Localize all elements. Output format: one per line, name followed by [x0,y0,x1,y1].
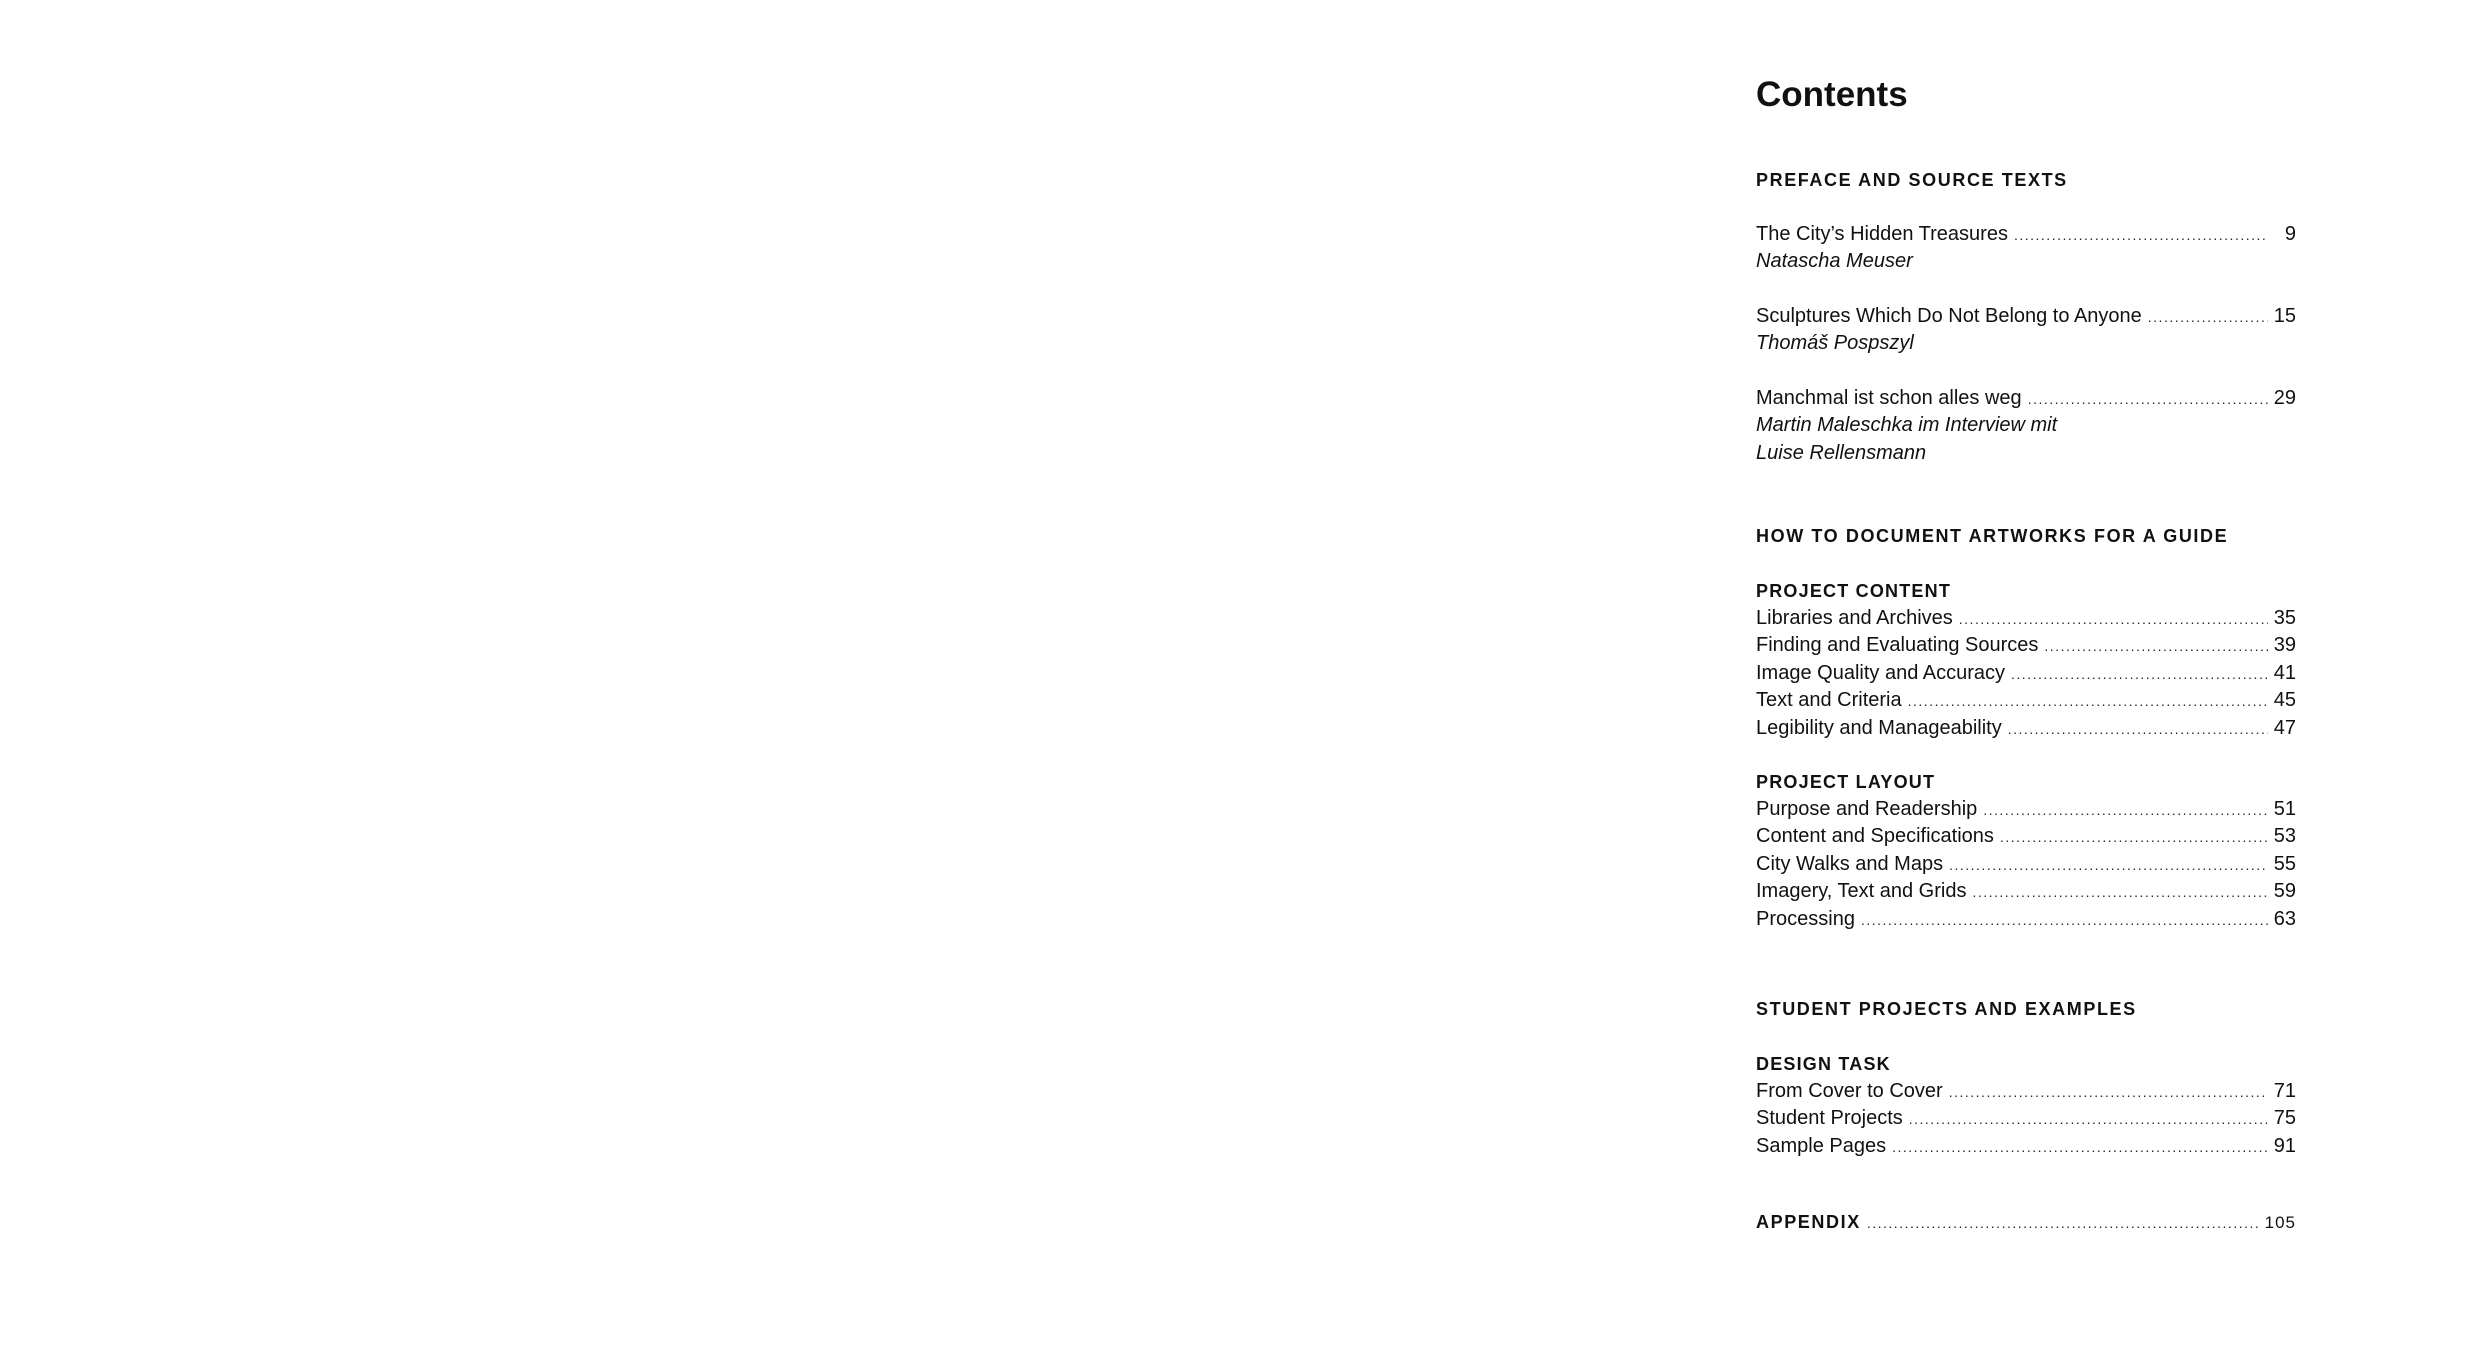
section-preface [1756,167,2296,194]
toc-row[interactable] [1756,1105,2296,1132]
dot-leader [1861,907,2268,934]
page-number: 51 [2273,798,2296,820]
page-number: 59 [2273,880,2296,903]
dot-leader [2044,633,2267,660]
page-number: 105 [2264,1213,2296,1232]
toc-row[interactable] [1756,632,2296,659]
toc-entry [1756,221,2296,276]
page-number: 55 [2273,852,2296,875]
page-number: 9 [2284,223,2296,245]
entry-title: Libraries and Archives [1756,607,1953,629]
toc-row[interactable] [1756,687,2296,714]
toc-row[interactable] [1756,823,2296,850]
dot-leader [1908,688,2268,715]
entry-title: Sample Pages [1756,1134,1887,1157]
page-title: Contents [1756,75,1908,114]
toc-row[interactable] [1756,303,2296,330]
toc-row[interactable] [1756,715,2296,742]
entry-title: Finding and Evaluating Sources [1756,634,2039,657]
toc-row[interactable] [1756,906,2296,933]
section-student-projects [1756,996,2296,1023]
page-number: 45 [2273,689,2296,712]
dot-leader [1949,852,2268,879]
subsection-heading: DESIGN TASK [1756,1054,1891,1074]
entry-title: Purpose and Readership [1756,798,1978,820]
toc-row[interactable] [1756,1133,2296,1160]
toc-entry [1756,385,2296,467]
entry-title: Content and Specifications [1756,825,1994,848]
dot-leader [1909,1106,2268,1133]
dot-leader [2028,386,2268,413]
entry-title: Student Projects [1756,1107,1903,1130]
section-heading: STUDENT PROJECTS AND EXAMPLES [1756,999,2137,1019]
toc-row[interactable] [1756,385,2296,412]
dot-leader [1949,1079,2268,1106]
subsection-heading: PROJECT LAYOUT [1756,772,1936,792]
entry-author: Luise Rellensmann [1756,441,1927,464]
page-number: 75 [2273,1107,2296,1130]
entry-title: The City’s Hidden Treasures [1756,223,2008,245]
page-number: 41 [2273,661,2296,684]
dot-leader [2000,824,2268,851]
entry-author: Thomáš Pospszyl [1756,332,1914,355]
subsection-heading: PROJECT CONTENT [1756,581,1952,601]
toc-row[interactable] [1756,660,2296,687]
entry-author: Natascha Meuser [1756,250,1913,273]
dot-leader [2148,304,2268,331]
page-number: 71 [2273,1080,2296,1102]
page-number: 47 [2273,716,2296,739]
page-number: 29 [2273,387,2296,409]
dot-leader [1867,1210,2259,1237]
entry-title: Manchmal ist schon alles weg [1756,387,2022,409]
dot-leader [2008,716,2268,743]
entry-title: From Cover to Cover [1756,1080,1943,1102]
entry-title: Imagery, Text and Grids [1756,880,1967,903]
section-heading: HOW TO DOCUMENT ARTWORKS FOR A GUIDE [1756,526,2229,546]
appendix [1756,1209,2296,1236]
dot-leader [1959,606,2268,633]
dot-leader [1972,879,2267,906]
group-project-content [1756,578,2296,742]
page-number: 63 [2273,907,2296,930]
dot-leader [2014,222,2268,249]
dot-leader [1892,1134,2268,1161]
toc-row[interactable] [1756,1078,2296,1105]
entry-title: Processing [1756,907,1855,930]
toc-row[interactable] [1756,851,2296,878]
section-heading: PREFACE AND SOURCE TEXTS [1756,170,2068,190]
toc-row-appendix[interactable] [1756,1209,2296,1236]
page-number: 39 [2273,634,2296,657]
entry-title: Text and Criteria [1756,689,1902,712]
appendix-label: APPENDIX [1756,1212,1861,1232]
group-project-layout [1756,769,2296,933]
entry-title: Legibility and Manageability [1756,716,2002,739]
toc-row[interactable] [1756,796,2296,823]
toc-entry [1756,303,2296,358]
page-number: 15 [2273,305,2296,327]
section-how-to-document [1756,523,2296,550]
page-number: 35 [2273,607,2296,629]
entry-title: City Walks and Maps [1756,852,1944,875]
toc-row[interactable] [1756,878,2296,905]
dot-leader [2011,661,2268,688]
page-number: 53 [2273,825,2296,848]
entry-author: Martin Maleschka im Interview mit [1756,414,2058,437]
group-design-task [1756,1051,2296,1160]
table-of-contents [1756,68,2296,1232]
entry-title: Sculptures Which Do Not Belong to Anyone [1756,305,2142,327]
dot-leader [1983,797,2267,824]
entry-title: Image Quality and Accuracy [1756,661,2006,684]
page-number: 91 [2273,1134,2296,1157]
toc-row[interactable] [1756,221,2296,248]
toc-row[interactable] [1756,605,2296,632]
